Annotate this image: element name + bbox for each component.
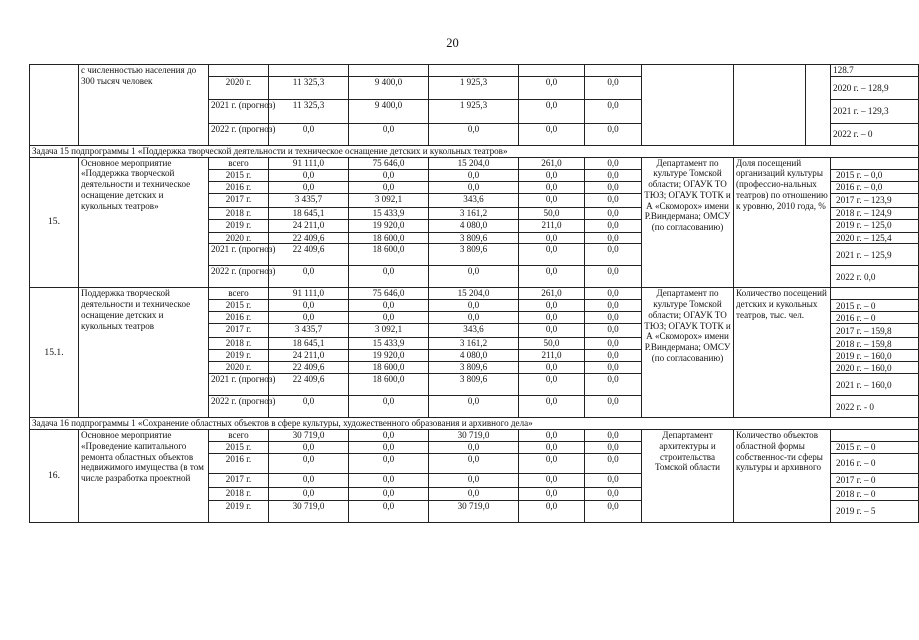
department-cell: Департамент архитектуры и строительства Томской области xyxy=(642,430,734,523)
amount-cell: 0,0 xyxy=(585,454,642,474)
amount-cell: 343,6 xyxy=(429,193,519,207)
amount-cell: 0,0 xyxy=(519,454,585,474)
amount-cell: 3 092,1 xyxy=(349,193,429,207)
amount-cell: 9 400,0 xyxy=(349,100,429,124)
amount-cell: 0,0 xyxy=(429,488,519,501)
amount-cell: 0,0 xyxy=(349,430,429,442)
year-label: 2022 г. (прогноз) xyxy=(209,266,269,288)
amount-cell: 0,0 xyxy=(519,181,585,193)
amount-cell: 3 161,2 xyxy=(429,338,519,350)
task-header-row xyxy=(30,418,919,430)
amount-cell: 211,0 xyxy=(519,350,585,362)
amount-cell: 0,0 xyxy=(585,501,642,523)
amount-cell: 0,0 xyxy=(269,169,349,181)
amount-cell: 0,0 xyxy=(519,77,585,100)
year-label: 2021 г. (прогноз) xyxy=(209,244,269,266)
year-label: 2016 г. xyxy=(209,454,269,474)
row-number: 15. xyxy=(30,157,79,288)
amount-cell: 0,0 xyxy=(519,362,585,374)
amount-cell: 3 809,6 xyxy=(429,362,519,374)
year-label: 2017 г. xyxy=(209,474,269,488)
row-number: 16. xyxy=(30,430,79,523)
amount-cell: 3 161,2 xyxy=(429,207,519,219)
amount-cell: 0,0 xyxy=(349,312,429,324)
amount-cell: 0,0 xyxy=(519,312,585,324)
amount-cell: 0,0 xyxy=(519,124,585,146)
amount-cell: 0,0 xyxy=(349,454,429,474)
year-label: 2016 г. xyxy=(209,312,269,324)
empty-cell xyxy=(349,65,429,77)
year-label: 2018 г. xyxy=(209,338,269,350)
amount-cell: 0,0 xyxy=(585,124,642,146)
amount-cell: 0,0 xyxy=(429,396,519,418)
amount-cell: 0,0 xyxy=(585,181,642,193)
amount-cell: 0,0 xyxy=(519,266,585,288)
year-label: 2018 г. xyxy=(209,488,269,501)
year-label: 2020 г. xyxy=(209,232,269,244)
amount-cell: 3 809,6 xyxy=(429,244,519,266)
target-value: 2019 г. – 160,0 xyxy=(831,350,919,362)
amount-cell: 0,0 xyxy=(429,266,519,288)
amount-cell: 0,0 xyxy=(349,181,429,193)
target-value: 2021 г. – 160,0 xyxy=(831,374,919,396)
amount-cell: 0,0 xyxy=(585,266,642,288)
year-label: 2018 г. xyxy=(209,207,269,219)
amount-cell: 91 111,0 xyxy=(269,157,349,169)
target-value: 2022 г. 0,0 xyxy=(831,266,919,288)
amount-cell: 0,0 xyxy=(585,474,642,488)
target-value: 2022 г. - 0 xyxy=(831,396,919,418)
year-label: 2017 г. xyxy=(209,193,269,207)
year-label: 2022 г. (прогноз) xyxy=(209,124,269,146)
amount-cell: 0,0 xyxy=(269,488,349,501)
amount-cell: 261,0 xyxy=(519,288,585,300)
task-header-row xyxy=(30,146,919,158)
indicator-spacer-cell xyxy=(806,65,831,146)
table-row xyxy=(30,65,919,77)
year-label: 2015 г. xyxy=(209,169,269,181)
amount-cell: 0,0 xyxy=(349,300,429,312)
amount-cell: 15 433,9 xyxy=(349,338,429,350)
table-row xyxy=(30,288,919,300)
amount-cell: 0,0 xyxy=(585,169,642,181)
table-body xyxy=(30,65,919,523)
amount-cell: 18 600,0 xyxy=(349,362,429,374)
empty-cell xyxy=(585,65,642,77)
amount-cell: 18 600,0 xyxy=(349,374,429,396)
target-value: 2016 г. – 0 xyxy=(831,312,919,324)
amount-cell: 24 211,0 xyxy=(269,219,349,232)
target-value xyxy=(831,288,919,300)
target-value: 2022 г. – 0 xyxy=(831,124,919,146)
amount-cell: 1 925,3 xyxy=(429,100,519,124)
department-cell: Департамент по культуре Томской области; ОГАУК ТО ТЮЗ; ОГАУК ТОТК и А «Скоморох» имени Р.Виндермана; ОМСУ (по согласованию) xyxy=(642,288,734,418)
amount-cell: 22 409,6 xyxy=(269,244,349,266)
activity-title: Поддержка творческой деятельности и техническое оснащение детских и кукольных театров xyxy=(79,288,209,418)
year-label: всего xyxy=(209,288,269,300)
amount-cell: 4 080,0 xyxy=(429,219,519,232)
amount-cell: 0,0 xyxy=(585,488,642,501)
amount-cell: 0,0 xyxy=(349,169,429,181)
empty-cell xyxy=(429,65,519,77)
amount-cell: 18 600,0 xyxy=(349,244,429,266)
amount-cell: 22 409,6 xyxy=(269,362,349,374)
amount-cell: 0,0 xyxy=(269,181,349,193)
amount-cell: 0,0 xyxy=(269,474,349,488)
page-number: 20 xyxy=(446,36,459,50)
amount-cell: 0,0 xyxy=(349,488,429,501)
amount-cell: 0,0 xyxy=(519,396,585,418)
amount-cell: 0,0 xyxy=(585,396,642,418)
amount-cell: 4 080,0 xyxy=(429,350,519,362)
amount-cell: 0,0 xyxy=(519,430,585,442)
amount-cell: 3 435,7 xyxy=(269,324,349,338)
amount-cell: 0,0 xyxy=(585,77,642,100)
indicator-cell: Количество посещений детских и кукольных театров, тыс. чел. xyxy=(734,288,831,418)
amount-cell: 261,0 xyxy=(519,157,585,169)
target-value: 2018 г. – 159,8 xyxy=(831,338,919,350)
amount-cell: 0,0 xyxy=(269,124,349,146)
task-heading: Задача 16 подпрограммы 1 «Сохранение областных объектов в сфере культуры, художественного образования и архивного дела» xyxy=(30,418,919,430)
amount-cell: 0,0 xyxy=(429,300,519,312)
amount-cell: 3 092,1 xyxy=(349,324,429,338)
amount-cell: 15 204,0 xyxy=(429,288,519,300)
amount-cell: 0,0 xyxy=(519,193,585,207)
amount-cell: 0,0 xyxy=(349,396,429,418)
amount-cell: 11 325,3 xyxy=(269,100,349,124)
target-value: 2016 г. – 0,0 xyxy=(831,181,919,193)
target-value: 2015 г. – 0 xyxy=(831,442,919,454)
table-row xyxy=(30,157,919,169)
amount-cell: 0,0 xyxy=(349,124,429,146)
indicator-cell: Количество объектов областной формы собственнос-ти сферы культуры и архивного xyxy=(734,430,831,523)
row-number-cell xyxy=(30,65,79,146)
year-label: 2020 г. xyxy=(209,77,269,100)
amount-cell: 0,0 xyxy=(585,362,642,374)
amount-cell: 75 646,0 xyxy=(349,288,429,300)
year-label: 2019 г. xyxy=(209,501,269,523)
activity-title: Основное мероприятие «Поддержка творческой деятельности и техническое оснащение детских и кукольных театров» xyxy=(79,157,209,288)
year-label: 2022 г. (прогноз) xyxy=(209,396,269,418)
amount-cell: 0,0 xyxy=(429,169,519,181)
amount-cell: 0,0 xyxy=(585,244,642,266)
amount-cell: 15 204,0 xyxy=(429,157,519,169)
amount-cell: 0,0 xyxy=(519,442,585,454)
amount-cell: 0,0 xyxy=(585,207,642,219)
amount-cell: 0,0 xyxy=(269,300,349,312)
amount-cell: 50,0 xyxy=(519,338,585,350)
amount-cell: 0,0 xyxy=(585,430,642,442)
amount-cell: 22 409,6 xyxy=(269,374,349,396)
year-label: 2016 г. xyxy=(209,181,269,193)
amount-cell: 30 719,0 xyxy=(269,430,349,442)
program-table xyxy=(29,64,919,523)
amount-cell: 18 600,0 xyxy=(349,232,429,244)
amount-cell: 0,0 xyxy=(429,442,519,454)
amount-cell: 0,0 xyxy=(519,169,585,181)
indicator-cell xyxy=(734,65,806,146)
amount-cell: 3 435,7 xyxy=(269,193,349,207)
amount-cell: 0,0 xyxy=(585,219,642,232)
amount-cell: 0,0 xyxy=(269,266,349,288)
amount-cell: 0,0 xyxy=(585,312,642,324)
target-value: 2017 г. – 159,8 xyxy=(831,324,919,338)
amount-cell: 0,0 xyxy=(519,100,585,124)
amount-cell: 0,0 xyxy=(519,374,585,396)
target-value: 2015 г. – 0,0 xyxy=(831,169,919,181)
year-label: всего xyxy=(209,157,269,169)
amount-cell: 0,0 xyxy=(585,350,642,362)
target-value: 2019 г. – 125,0 xyxy=(831,219,919,232)
activity-title: Основное мероприятие «Проведение капитального ремонта областных объектов недвижимого имущества (в том числе разработка проектной xyxy=(79,430,209,523)
amount-cell: 0,0 xyxy=(585,374,642,396)
target-value: 2020 г. – 128,9 xyxy=(831,77,919,100)
amount-cell: 0,0 xyxy=(519,232,585,244)
target-value: 2021 г. – 129,3 xyxy=(831,100,919,124)
amount-cell: 22 409,6 xyxy=(269,232,349,244)
amount-cell: 0,0 xyxy=(269,442,349,454)
amount-cell: 19 920,0 xyxy=(349,350,429,362)
target-value: 2016 г. – 0 xyxy=(831,454,919,474)
year-label: 2015 г. xyxy=(209,442,269,454)
amount-cell: 30 719,0 xyxy=(269,501,349,523)
amount-cell: 50,0 xyxy=(519,207,585,219)
year-label: 2021 г. (прогноз) xyxy=(209,374,269,396)
amount-cell: 1 925,3 xyxy=(429,77,519,100)
department-cell xyxy=(642,65,734,146)
amount-cell: 0,0 xyxy=(349,501,429,523)
target-value: 128.7 xyxy=(831,65,919,77)
amount-cell: 0,0 xyxy=(269,396,349,418)
amount-cell: 0,0 xyxy=(429,124,519,146)
amount-cell: 0,0 xyxy=(519,244,585,266)
amount-cell: 0,0 xyxy=(429,312,519,324)
table-row xyxy=(30,430,919,442)
indicator-cell: Доля посещений организаций культуры (профессио-нальных театров) по отношению к уровню, 2010 года, % xyxy=(734,157,831,288)
amount-cell: 9 400,0 xyxy=(349,77,429,100)
empty-cell xyxy=(209,65,269,77)
amount-cell: 3 809,6 xyxy=(429,232,519,244)
amount-cell: 30 719,0 xyxy=(429,501,519,523)
target-value: 2018 г. – 124,9 xyxy=(831,207,919,219)
amount-cell: 30 719,0 xyxy=(429,430,519,442)
target-value xyxy=(831,430,919,442)
year-label: 2017 г. xyxy=(209,324,269,338)
department-cell: Департамент по культуре Томской области; ОГАУК ТО ТЮЗ; ОГАУК ТОТК и А «Скоморох» имени Р.Виндермана; ОМСУ (по согласованию) xyxy=(642,157,734,288)
row-number: 15.1. xyxy=(30,288,79,418)
amount-cell: 0,0 xyxy=(429,474,519,488)
year-label: 2021 г. (прогноз) xyxy=(209,100,269,124)
year-label: 2019 г. xyxy=(209,219,269,232)
target-value: 2021 г. – 125,9 xyxy=(831,244,919,266)
amount-cell: 0,0 xyxy=(585,300,642,312)
target-value: 2018 г. – 0 xyxy=(831,488,919,501)
year-label: 2015 г. xyxy=(209,300,269,312)
target-value: 2017 г. – 0 xyxy=(831,474,919,488)
amount-cell: 0,0 xyxy=(519,300,585,312)
amount-cell: 0,0 xyxy=(519,324,585,338)
amount-cell: 0,0 xyxy=(585,324,642,338)
amount-cell: 0,0 xyxy=(585,338,642,350)
amount-cell: 0,0 xyxy=(585,193,642,207)
task-heading: Задача 15 подпрограммы 1 «Поддержка творческой деятельности и техническое оснащение детских и кукольных театров» xyxy=(30,146,919,158)
amount-cell: 0,0 xyxy=(585,232,642,244)
empty-cell xyxy=(519,65,585,77)
amount-cell: 343,6 xyxy=(429,324,519,338)
amount-cell: 11 325,3 xyxy=(269,77,349,100)
amount-cell: 0,0 xyxy=(585,442,642,454)
target-value: 2020 г. – 160,0 xyxy=(831,362,919,374)
amount-cell: 211,0 xyxy=(519,219,585,232)
target-value: 2019 г. – 5 xyxy=(831,501,919,523)
amount-cell: 18 645,1 xyxy=(269,207,349,219)
target-value xyxy=(831,157,919,169)
amount-cell: 0,0 xyxy=(519,501,585,523)
amount-cell: 75 646,0 xyxy=(349,157,429,169)
amount-cell: 0,0 xyxy=(349,442,429,454)
amount-cell: 0,0 xyxy=(429,181,519,193)
amount-cell: 0,0 xyxy=(269,454,349,474)
amount-cell: 18 645,1 xyxy=(269,338,349,350)
activity-title: с численностью населения до 300 тысяч человек xyxy=(79,65,209,146)
target-value: 2017 г. – 123,9 xyxy=(831,193,919,207)
amount-cell: 15 433,9 xyxy=(349,207,429,219)
year-label: 2019 г. xyxy=(209,350,269,362)
amount-cell: 0,0 xyxy=(429,454,519,474)
year-label: 2020 г. xyxy=(209,362,269,374)
amount-cell: 0,0 xyxy=(585,157,642,169)
amount-cell: 91 111,0 xyxy=(269,288,349,300)
amount-cell: 0,0 xyxy=(269,312,349,324)
empty-cell xyxy=(269,65,349,77)
amount-cell: 0,0 xyxy=(585,100,642,124)
year-label: всего xyxy=(209,430,269,442)
amount-cell: 0,0 xyxy=(349,474,429,488)
amount-cell: 0,0 xyxy=(519,474,585,488)
amount-cell: 0,0 xyxy=(349,266,429,288)
target-value: 2020 г. – 125,4 xyxy=(831,232,919,244)
amount-cell: 24 211,0 xyxy=(269,350,349,362)
amount-cell: 3 809,6 xyxy=(429,374,519,396)
target-value: 2015 г. – 0 xyxy=(831,300,919,312)
amount-cell: 0,0 xyxy=(519,488,585,501)
amount-cell: 0,0 xyxy=(585,288,642,300)
amount-cell: 19 920,0 xyxy=(349,219,429,232)
